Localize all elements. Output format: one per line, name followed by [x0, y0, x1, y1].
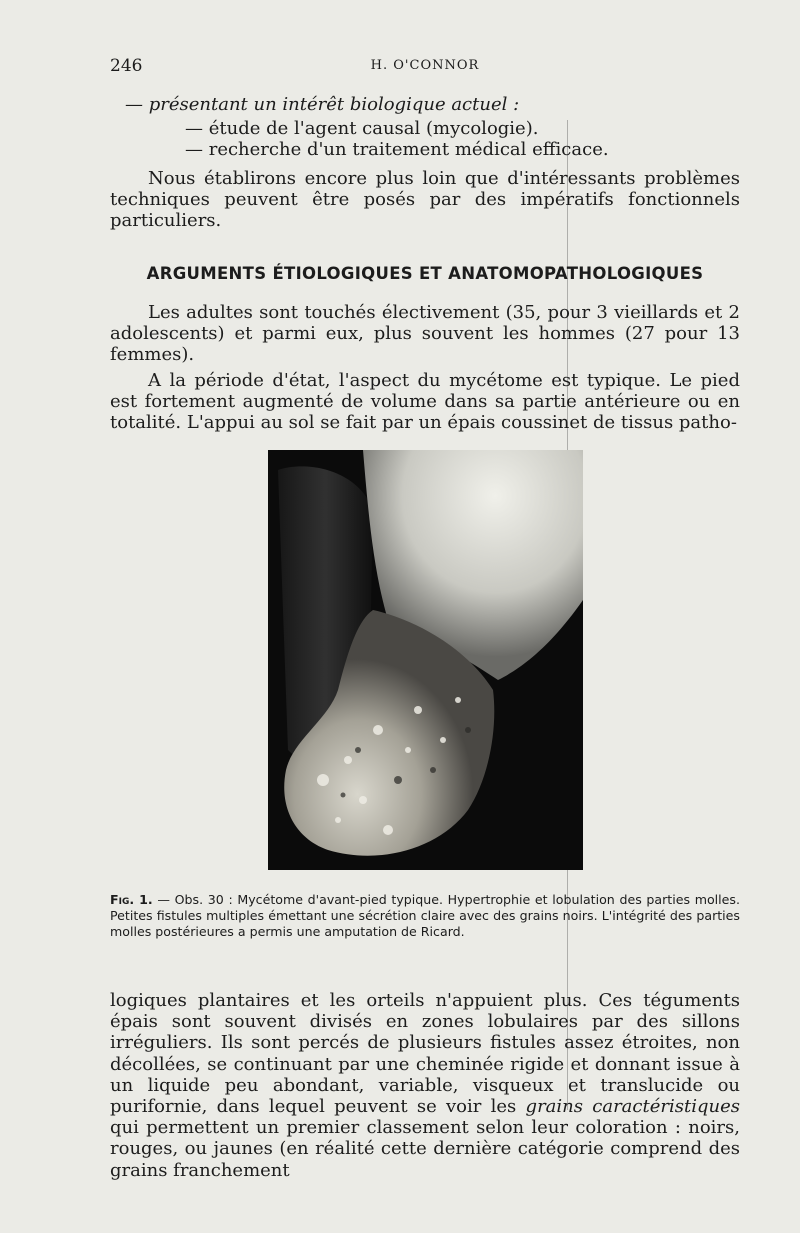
list-item: — recherche d'un traitement médical efficace.: [185, 139, 609, 160]
paragraph: [110, 990, 740, 1181]
page-header: [110, 56, 740, 78]
paragraph-text: qui permettent un premier classement selon leur coloration : noirs, rouges, ou jaunes (en réalité cette dernière catégorie comprend des grains franchement: [110, 1117, 740, 1181]
figure-photo: [268, 450, 583, 870]
caption-text: — Obs. 30 : Mycétome d'avant-pied typique. Hypertrophie et lobulation des parties molles. Petites fistules multiples émettant une sécrétion claire avec des grains noirs. L'intégrité des parties molles postérieures a permis une amputation de Ricard.: [110, 892, 740, 939]
section-heading: ARGUMENTS ÉTIOLOGIQUES ET ANATOMOPATHOLOGIQUES: [146, 264, 704, 283]
foot-photograph: [268, 450, 583, 870]
paragraph: A la période d'état, l'aspect du mycétome est typique. Le pied est fortement augmenté de volume dans sa partie antérieure ou en totalité. L'appui au sol se fait par un épais coussinet de tissus patho-: [110, 370, 740, 433]
paragraph-text: logiques plantaires et les orteils n'appuient plus. Ces téguments épais sont souvent divisés en zones lobulaires par des sillons irréguliers. Ils sont percés de plusieurs fistules assez étroites, non décollées, se continuant par une cheminée rigide et donnant issue à un liquide peu abondant, variable, visqueux et translucide ou purifornie, dans lequel peuvent se voir les: [110, 990, 740, 1118]
figure-caption: [110, 892, 740, 940]
page-number: 246: [110, 56, 143, 76]
paragraph: Les adultes sont touchés électivement (35, pour 3 vieillards et 2 adolescents) et parmi eux, plus souvent les hommes (27 pour 13 femmes).: [110, 302, 740, 365]
paragraph: Nous établirons encore plus loin que d'intéressants problèmes techniques peuvent être posés par des impératifs fonctionnels particuliers.: [110, 168, 740, 231]
italic-term: grains caractéristiques: [525, 1096, 740, 1118]
running-head: H. O'CONNOR: [370, 58, 480, 73]
list-item: — étude de l'agent causal (mycologie).: [185, 118, 539, 139]
figure-label: Fig. 1.: [110, 892, 153, 907]
list-intro: — présentant un intérêt biologique actuel :: [125, 94, 520, 115]
